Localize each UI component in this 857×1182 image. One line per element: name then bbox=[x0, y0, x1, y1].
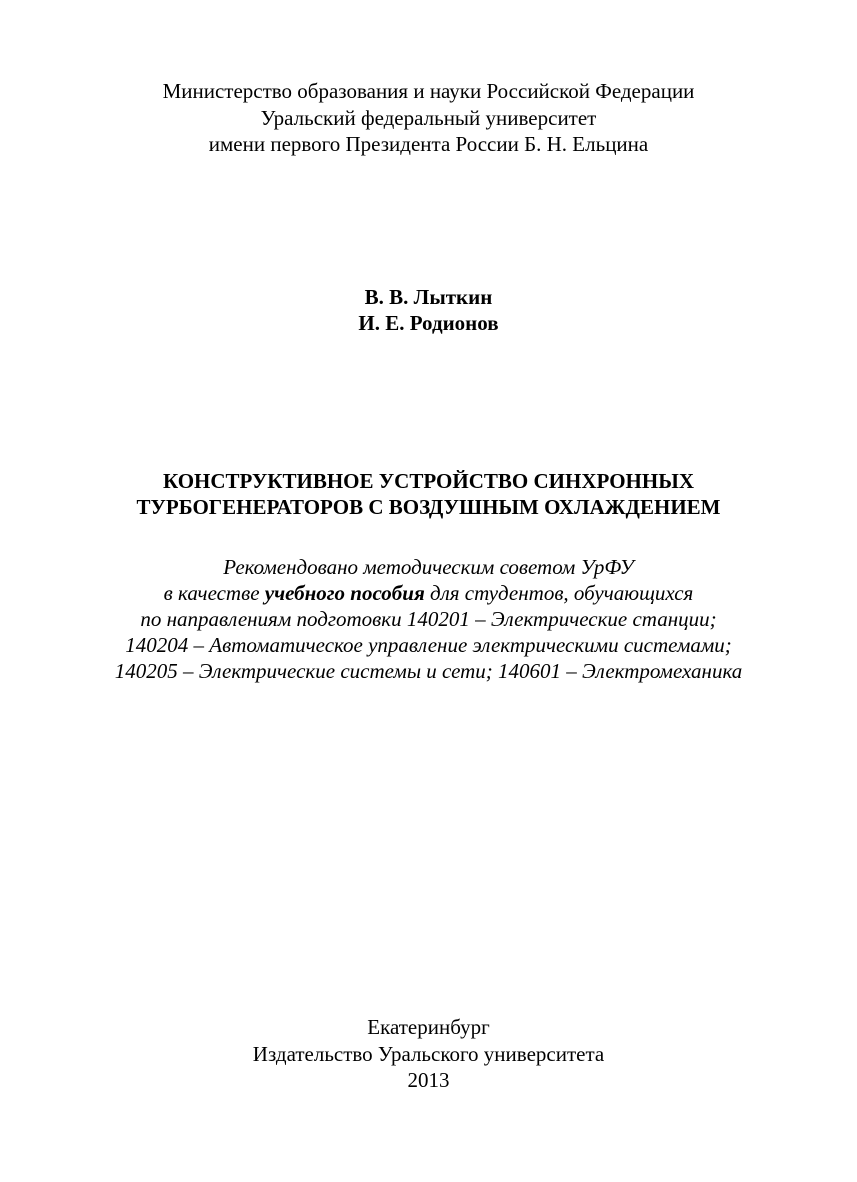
recommendation-line-1: Рекомендовано методическим советом УрФУ bbox=[223, 555, 634, 579]
publication-year: 2013 bbox=[407, 1068, 450, 1092]
ministry-name: Министерство образования и науки Российской Федерации bbox=[162, 79, 695, 103]
author-1: В. В. Лыткин bbox=[364, 285, 493, 309]
recommendation-note bbox=[0, 554, 857, 684]
textbook-label: учебного пособия bbox=[264, 581, 425, 605]
recommendation-line-3: по направлениям подготовки 140201 – Электрические станции; bbox=[140, 607, 717, 631]
university-name: Уральский федеральный университет bbox=[260, 105, 597, 130]
university-dedication: имени первого Президента России Б. Н. Ельцина bbox=[208, 132, 649, 156]
recommendation-line-5: 140205 – Электрические системы и сети; 140601 – Электромеханика bbox=[114, 659, 743, 683]
book-title bbox=[0, 468, 857, 520]
publisher-name: Издательство Уральского университета bbox=[252, 1041, 605, 1066]
author-2: И. Е. Родионов bbox=[358, 311, 499, 335]
recommendation-line-2-pre: в качестве bbox=[163, 581, 265, 605]
title-line-1: КОНСТРУКТИВНОЕ УСТРОЙСТВО СИНХРОННЫХ bbox=[163, 469, 694, 493]
title-line-2: ТУРБОГЕНЕРАТОРОВ С ВОЗДУШНЫМ ОХЛАЖДЕНИЕМ bbox=[136, 495, 721, 519]
recommendation-line-2 bbox=[0, 580, 857, 606]
authors bbox=[0, 284, 857, 336]
imprint bbox=[0, 1014, 857, 1094]
institution-header bbox=[0, 78, 857, 158]
recommendation-line-2-post: для студентов, обучающихся bbox=[424, 581, 694, 605]
publication-city: Екатеринбург bbox=[367, 1015, 490, 1039]
recommendation-line-4: 140204 – Автоматическое управление электрическими системами; bbox=[125, 633, 732, 657]
